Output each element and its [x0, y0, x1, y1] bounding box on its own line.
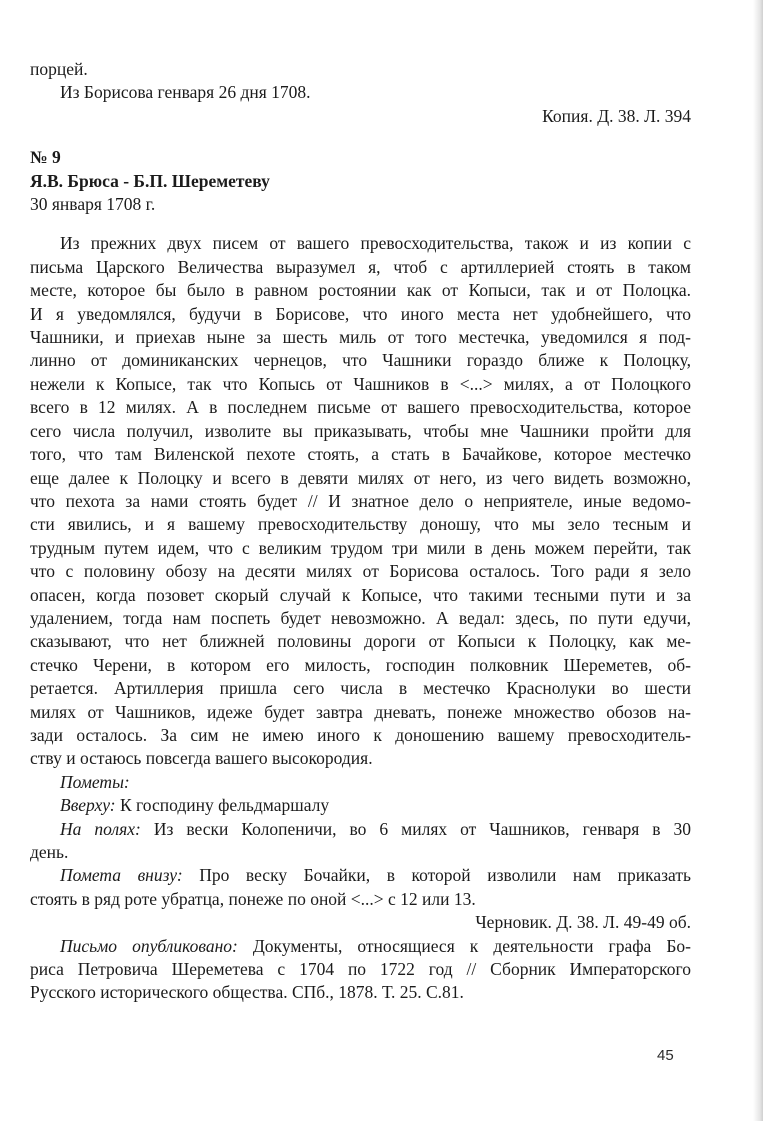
page-edge-shadow [753, 0, 763, 1121]
notes-section [30, 771, 691, 935]
note-margin-text: Из вески Колопеничи, во 6 милях от Чашников, генваря в 30 [153, 818, 692, 839]
letter-line: всего в 12 милях. А в последнем письме от вашего превосходительства, которое [30, 397, 691, 418]
letter-line: И я уведомлялся, будучи в Борисове, что иного места нет удобнейшего, что [30, 303, 691, 324]
note-margin-label: На полях: [60, 818, 141, 839]
document-page [30, 58, 691, 1005]
note-bottom [30, 864, 691, 887]
publication-line [30, 935, 691, 958]
note-top [30, 794, 691, 817]
letter-body [30, 232, 691, 770]
letter-line: линно от доминиканских чернецов, что Чашники гораздо ближе к Полоцку, [30, 350, 691, 371]
publication-label: Письмо опубликовано: [60, 935, 238, 956]
letter-line: ретается. Артиллерия пришла сего числа в местечко Краснолуки во шести [30, 678, 691, 699]
draft-source-ref: Черновик. Д. 38. Л. 49-49 об. [475, 912, 691, 933]
letter-line: сего числа получил, изволите вы приказывать, чтобы мне Чашники пройти для [30, 420, 691, 441]
letter-line: сти явились, и я вашему превосходительству доношу, что мы зело тесным и [30, 514, 691, 535]
letter-line: того, что там Виленской пехоте стоять, а стать в Бачайкове, которое местечко [30, 444, 691, 465]
continuation-text: порцей. [30, 59, 88, 79]
letter-line: письма Царского Величества выразумел я, чтоб с артиллерией стоять в таком [30, 256, 691, 277]
note-bottom-continuation: стоять в ряд роте убратца, понеже по оной <...> с 12 или 13. [30, 888, 476, 909]
letter-line: зади осталось. За сим не имею иного к доношению вашему превосходитель- [30, 724, 691, 745]
letter-line: нежели к Копысе, так что Копысь от Чашников в <...> милях, а от Полоцкого [30, 373, 691, 394]
letter-line: милях от Чашников, идеже будет завтра дневать, понеже множество обозов на- [30, 701, 691, 722]
letter-line: трудным путем идем, что с великим трудом три мили в день можем перейти, так [30, 537, 691, 558]
note-bottom-text: Про веску Бочайки, в которой изволили нам приказать [199, 865, 691, 886]
letter-line: что пехота за нами стоять будет // И знатное дело о неприятеле, иные ведомо- [30, 490, 691, 511]
letter-line: удалением, тогда нам поспеть будет невозможно. А ведал: здесь, по пути едучи, [30, 607, 691, 628]
letter-line: Чашники, и приехав ныне за шесть миль от того местечка, уведомился я под- [30, 327, 691, 348]
copy-source-ref: Копия. Д. 38. Л. 394 [542, 105, 691, 126]
note-top-text: К господину фельдмаршалу [119, 795, 330, 816]
letter-line: еще далее к Полоцку и всего в девяти милях от него, из чего видеть возможно, [30, 467, 691, 488]
publication-line: Русского исторического общества. СПб., 1878. Т. 25. С.81. [30, 982, 464, 1003]
note-bottom-label: Помета внизу: [60, 865, 183, 886]
note-top-label: Вверху: [60, 795, 116, 816]
letter-line: ству и остаюсь повсегда вашего высокородия. [30, 748, 373, 769]
letter-line: Из прежних двух писем от вашего превосходительства, також и из копии с [60, 233, 691, 254]
note-margin [30, 818, 691, 841]
publication-section [30, 935, 691, 1005]
place-date-line: Из Борисова генваря 26 дня 1708. [60, 82, 311, 103]
letter-line: опасен, когда позовет скорый случай к Копысе, что такими тесными пути и за [30, 584, 691, 605]
page-number: 45 [657, 1047, 674, 1064]
letter-line: стечко Черени, в котором его милость, господин полковник Шереметев, об- [30, 654, 691, 675]
document-number: № 9 [30, 147, 61, 168]
publication-line: риса Петровича Шереметева с 1704 по 1722 год // Сборник Императорского [30, 959, 691, 980]
note-margin-continuation: день. [30, 842, 69, 862]
letter-line: сказывают, что нет ближней половины дороги от Копыси к Полоцку, как ме- [30, 631, 691, 652]
document-title: Я.В. Брюса - Б.П. Шереметеву [30, 170, 270, 191]
publication-text: Документы, относящиеся к деятельности графа Бо- [252, 935, 691, 956]
letter-line: что с половину обозу на десяти милях от Борисова осталось. Того ради я зело [30, 561, 691, 582]
letter-line: месте, которое бы было в равном ростоянии как от Копыси, так и от Полоцка. [30, 280, 691, 301]
document-date: 30 января 1708 г. [30, 194, 156, 215]
notes-heading: Пометы: [60, 771, 130, 792]
